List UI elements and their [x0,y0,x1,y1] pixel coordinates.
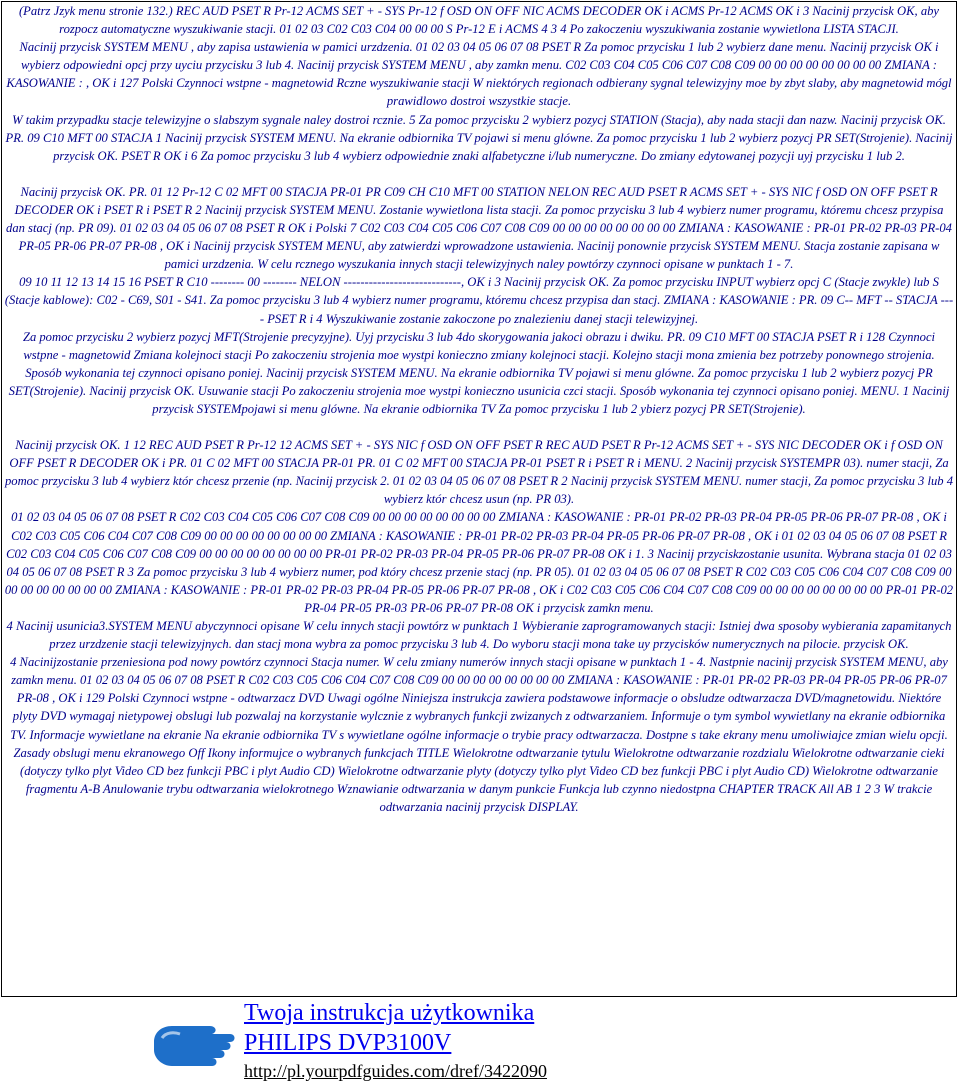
paragraph-2: Nacinij przycisk SYSTEM MENU , aby zapisa ustawienia w pamici urzdzenia. 01 02 03 04 05 06 07 08 PSET R Za pomoc przycisku 1 lub 2 wybierz dane menu. Nacinij przycisk OK i wybierz odpowiedni opcj przy uyciu przycisku 3 lub 4. Nacinij przycisk SYSTEM MENU , aby zamkn menu. C02 C03 C04 C05 C06 C07 C08 C09 00 00 00 00 00 00 00 00 ZMIANA : KASOWANIE : , OK i 127 Polski Czynnoci wstpne - magnetowid Rczne wyszukiwanie stacji W niektórych regionach odbierany sygnal telewizyjny moe by zbyt slaby, aby magnetowid mógl prawidlowo dostroi wszystkie stacje. [6,40,952,109]
paragraph-4: Nacinij przycisk OK. PR. 01 12 Pr-12 C 02 MFT 00 STACJA PR-01 PR C09 CH C10 MFT 00 STATION NELON REC AUD PSET R ACMS SET + - SYS NIC f OSD ON OFF PSET R DECODER OK i PSET R i PSET R 2 Nacinij przycisk SYSTEM MENU. Zostanie wywietlona lista stacji. Za pomoc przycisku 3 lub 4 wybierz numer programu, któremu chcesz przypisa dan stacj (np. PR 09). 01 02 03 04 05 06 07 08 PSET R OK i Polski 7 C02 C03 C04 C05 C06 C07 C08 C09 00 00 00 00 00 00 00 00 ZMIANA : KASOWANIE : PR-01 PR-02 PR-03 PR-04 PR-05 PR-06 PR-07 PR-08 , OK i Nacinij przycisk SYSTEM MENU, aby zatwierdzi wprowadzone ustawienia. Nacinij ponownie przycisk SYSTEM MENU. Stacja zostanie zapisana w pamici urzdzenia. W celu rcznego wyszukania innych stacji telewizyjnych naley powtórzy czynnoci opisane w punktach 1 - 7. [6,184,952,272]
paragraph-10: 4 Nacinij usunicia3.SYSTEM MENU abyczynnoci opisane W celu innych stacji powtórz w punktach 1 Wybieranie zaprogramowanych stacji: Istniej dwa sposoby wybierania zapamitanych przez urzdzenie stacji telewizyjnych. dan stacj mona wybra za pomoc przycisku 3 lub 4. Do wyboru stacji mona take uy przycisków numerycznych na pilocie. przycisk OK. [6,619,952,652]
paragraph-7: Sposób wykonania tej czynnoci opisano poniej. Nacinij przycisk SYSTEM MENU. Na ekranie odbiornika TV pojawi si menu glówne. Za pomoc przycisku 1 lub 2 wybierz pozycj PR SET(Strojenie). Nacinij przycisk OK. Usuwanie stacji Po zakoczeniu strojenia moe wystpi konieczno usunicia czci stacji. Sposób wykonania tej czynnoci opisano poniej. MENU. 1 Nacinij przycisk SYSTEMpojawi si menu glówne. Na ekranie odbiornika TV Za pomoc przycisku 1 lub 2 ybierz pozycj PR SET(Strojenie). [8,365,950,416]
paragraph-9: 01 02 03 04 05 06 07 08 PSET R C02 C03 C04 C05 C06 C07 C08 C09 00 00 00 00 00 00 00 00 ZMIANA : KASOWANIE : PR-01 PR-02 PR-03 PR-04 PR-05 PR-06 PR-07 PR-08 , OK i C02 C03 C05 C06 C04 C07 C08 C09 00 00 00 00 00 00 00 00 ZMIANA : KASOWANIE : PR-01 PR-02 PR-03 PR-04 PR-05 PR-06 PR-07 PR-08 , OK i 01 02 03 04 05 06 07 08 PSET R C02 C03 C04 C05 C06 C07 C08 C09 00 00 00 00 00 00 00 00 PR-01 PR-02 PR-03 PR-04 PR-05 PR-06 PR-07 PR-08 OK i 1. 3 Nacinij przyciskzostanie usunita. Wybrana stacja 01 02 03 04 05 06 07 08 PSET R 3 Za pomoc przycisku 3 lub 4 wybierz numer, pod który chcesz przenie stacj (np. PR 05). 01 02 03 04 05 06 07 08 PSET R C02 C03 C05 C06 C04 C07 C08 C09 00 00 00 00 00 00 00 00 ZMIANA : KASOWANIE : PR-01 PR-02 PR-03 PR-04 PR-05 PR-06 PR-07 PR-08 , OK i C02 C03 C05 C06 C04 C07 C08 C09 00 00 00 00 00 00 00 00 PR-01 PR-02 PR-04 PR-05 PR-03 PR-06 PR-07 PR-08 OK i przycisk zamkn menu. [4,510,954,615]
manual-page-text [1,1,957,997]
pointing-hand-icon [150,1002,240,1078]
paragraph-8: Nacinij przycisk OK. 1 12 REC AUD PSET R Pr-12 12 ACMS SET + - SYS NIC f OSD ON OFF PSET R REC AUD PSET R Pr-12 ACMS SET + - SYS NIC DECODER OK i f OSD ON OFF PSET R DECODER OK i PR. 01 C 02 MFT 00 STACJA PR-01 PR. 01 C 02 MFT 00 STACJA PR-01 PSET R i PSET R i MENU. 2 Nacinij przycisk SYSTEMPR 03). numer stacji, Za pomoc przycisku 3 lub 4 wybierz któr chcesz przenie (np. Nacinij przycisk 2. 01 02 03 04 05 06 07 08 PSET R 2 Nacinij przycisk SYSTEM MENU. numer stacji, Za pomoc przycisku 3 lub 4 wybierz któr chcesz usun (np. PR 03). [4,438,954,507]
paragraph-5: 09 10 11 12 13 14 15 16 PSET R C10 -------- 00 -------- NELON ----------------------------, OK i 3 Nacinij przycisk OK. Za pomoc przycisku INPUT wybierz opcj C (Stacje zwykle) lub S (Stacje kablowe): C02 - C69, S01 - S41. Za pomoc przycisku 3 lub 4 wybierz numer programu, któremu chcesz przypisa dan stacj. ZMIANA : KASOWANIE : PR. 09 C-- MFT -- STACJA ---- PSET R i 4 Wyszukiwanie zostanie zakoczone po znalezieniu danej stacji telewizyjnej. [4,275,954,326]
manual-url-link[interactable]: http://pl.yourpdfguides.com/dref/3422090 [244,1061,547,1081]
paragraph-11: 4 Nacinijzostanie przeniesiona pod nowy powtórz czynnoci Stacja numer. W celu zmiany numerów innych stacji opisane w punktach 1 - 4. Nastpnie nacinij przycisk SYSTEM MENU, aby zamkn menu. 01 02 03 04 05 06 07 08 PSET R C02 C03 C05 C06 C04 C07 C08 C09 00 00 00 00 00 00 00 00 ZMIANA : KASOWANIE : PR-01 PR-02 PR-03 PR-04 PR-05 PR-06 PR-07 PR-08 , OK i 129 Polski Czynnoci wstpne - odtwarzacz DVD Uwagi ogólne Niniejsza instrukcja zawiera podstawowe informacje o obsludze odtwarzacza DVD/magnetowidu. Niektóre plyty DVD wymagaj nietypowej obslugi lub pozwalaj na korzystanie wylcznie z wybranych funkcji zwizanych z odtwarzaniem. Informuje o tym symbol wywietlany na ekranie odbiornika TV. Informacje wywietlane na ekranie Na ekranie odbiornika TV s wywietlane ogólne informacje o trybie pracy odtwarzacza. Dostpne s take ekrany menu umoliwiajce zmian wielu opcji. Zasady obslugi menu ekranowego Off Ikony informujce o wybranych funkcjach TITLE Wielokrotne odtwarzanie tytulu Wielokrotne odtwarzanie rozdzialu Wielokrotne odtwarzanie cieki (dotyczy tylko plyt Video CD bez funkcji PBC i plyt Audio CD) Wielokrotne odtwarzanie plyty (dotyczy tylko plyt Video CD bez funkcji PBC i plyt Audio CD) Wielokrotne odtwarzanie fragmentu A-B Anulowanie trybu odtwarzania wielokrotnego Wznawianie odtwarzania w danym punkcie Funkcja lub czynno niedostpna CHAPTER TRACK All AB 1 2 3 W trakcie odtwarzania nacinij przycisk DISPLAY. [10,655,948,814]
paragraph-6: Za pomoc przycisku 2 wybierz pozycj MFT(Strojenie precyzyjne). Uyj przycisku 3 lub 4do skorygowania jakoci obrazu i dwiku. PR. 09 C10 MFT 00 STACJA PSET R i 128 Czynnoci wstpne - magnetowid Zmiana kolejnoci stacji Po zakoczeniu strojenia moe wystpi konieczno zmiany kolejnoci stacji. Kolejno stacji mona zmienia bez potrzeby ponownego strojenia. [22,329,936,362]
footer [0,998,960,1092]
paragraph-3: W takim przypadku stacje telewizyjne o slabszym sygnale naley dostroi rcznie. 5 Za pomoc przycisku 2 wybierz pozycj STATION (Stacja), aby nada stacji dan nazw. Nacinij przycisk OK. PR. 09 C10 MFT 00 STACJA 1 Nacinij przycisk SYSTEM MENU. Na ekranie odbiornika TV pojawi si menu glówne. Za pomoc przycisku 1 lub 2 wybierz pozycj PR SET(Strojenie). Nacinij przycisk OK. PSET R OK i 6 Za pomoc przycisku 3 lub 4 wybierz odpowiednie znaki alfabetyczne i/lub numeryczne. Do zmiany edytowanej pozycji uyj przycisku 1 lub 2. [5,112,953,163]
paragraph-1: (Patrz Jzyk menu stronie 132.) REC AUD PSET R Pr-12 ACMS SET + - SYS Pr-12 f OSD ON OFF NIC ACMS DECODER OK i ACMS Pr-12 ACMS OK i 3 Nacinij przycisk OK, aby rozpocz automatyczne wyszukiwanie stacji. 01 02 03 C02 C03 C04 00 00 00 S Pr-12 E i ACMS 4 3 4 Po zakoczeniu wyszukiwania zostanie wywietlona LISTA STACJI. [18,4,940,37]
manual-title-link[interactable]: Twoja instrukcja użytkownika [244,1000,535,1026]
product-name-link[interactable]: PHILIPS DVP3100V [244,1030,452,1056]
spacer [2,418,956,436]
spacer [2,165,956,183]
